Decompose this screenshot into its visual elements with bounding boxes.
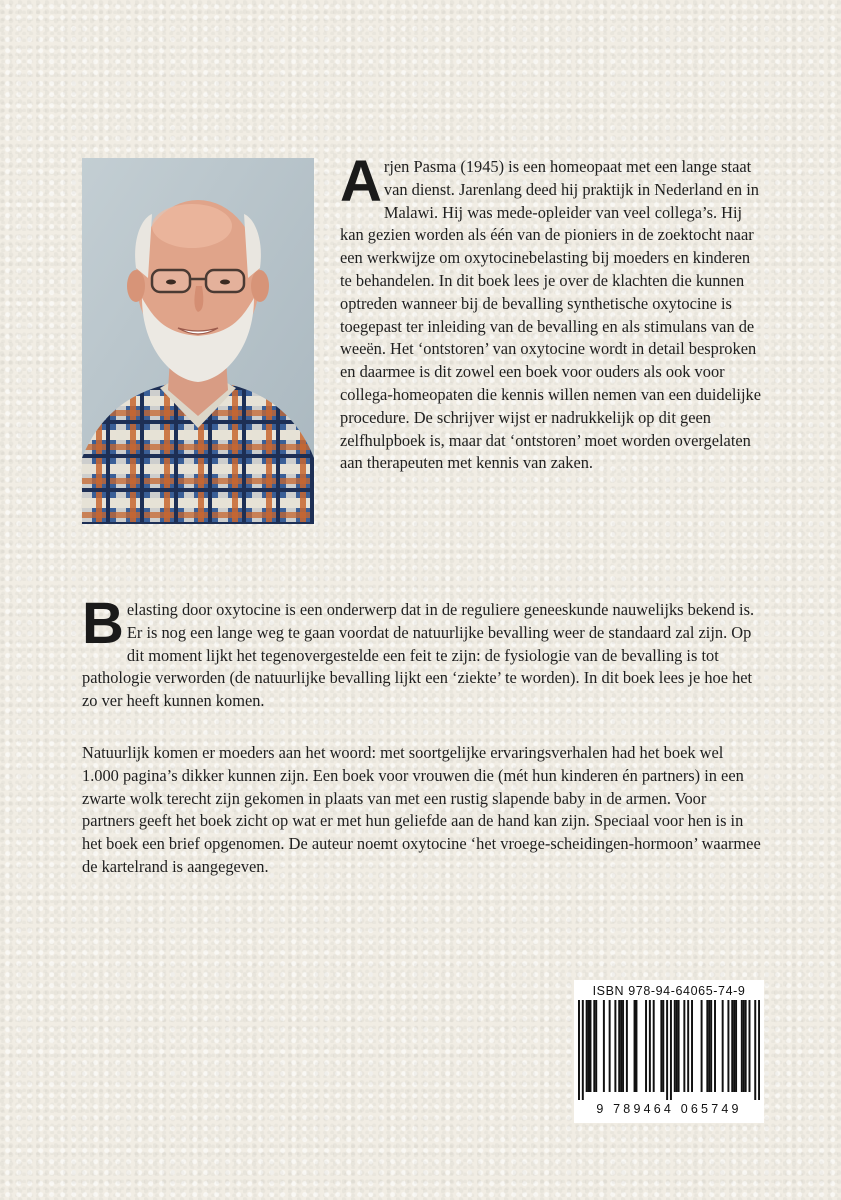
barcode-bar [588,1000,590,1092]
isbn-digits: 9 789464 065749 [596,1102,742,1116]
barcode-bar [749,1000,751,1092]
barcode-bar [666,1000,668,1100]
barcode-bar [614,1000,616,1092]
barcode-bar [674,1000,676,1092]
barcode-bar [741,1000,743,1092]
barcode-bar [620,1000,622,1092]
barcode-bars [578,1000,760,1100]
barcode-bar [626,1000,628,1092]
barcode-bar [589,1000,591,1092]
barcode-bar [595,1000,597,1092]
barcode-bar [635,1000,637,1092]
barcode-bar [727,1000,729,1092]
barcode-bar [731,1000,733,1092]
isbn-barcode [574,980,764,1123]
barcode-bar [754,1000,756,1100]
barcode-bar [678,1000,680,1092]
barcode-bar [714,1000,716,1092]
barcode-bar [691,1000,693,1092]
barcode-bar [634,1000,636,1092]
barcode-bar [578,1000,580,1100]
barcode-bar [733,1000,735,1092]
barcode-bar [687,1000,689,1092]
barcode-bar [603,1000,605,1092]
bio-text: rjen Pasma (1945) is een homeopaat met een lange staat van dienst. Jarenlang deed hij praktijk in Nederland en in Malawi. Hij was mede-opleider van veel collega’s. Hij kan gezien worden als één van de pioniers in de zoektocht naar een werkwijze om oxytocinebelasting bij moeders en kinderen te behandelen. In dit boek lees je over de klachten die kunnen optreden wanneer bij de bevalling synthetische oxytocine is toegepast ter inleiding van de bevalling en als stimulans van de weeën. Het ‘ontstoren’ van oxytocine wordt in detail besproken en daarmee is dit zowel een boek voor ouders als ook voor collega-homeopaten die kennis willen nemen van een duidelijke procedure. De schrijver wijst er nadrukkelijk op dit geen zelfhulpboek is, maar dat ‘ontstoren’ moet worden overgelaten aan therapeuten met kennis van zaken. [340,157,762,473]
barcode-bar [660,1000,662,1092]
barcode-bar [645,1000,647,1092]
barcode-bar [676,1000,678,1092]
barcode-bar [593,1000,595,1092]
barcode-bar [618,1000,620,1092]
bio-dropcap: A [340,149,382,214]
author-bio [340,149,764,475]
barcode-bar [670,1000,672,1100]
barcode-bar [708,1000,710,1092]
intro-dropcap: B [82,591,124,656]
barcode-bar [653,1000,655,1092]
barcode-bar [758,1000,760,1100]
barcode-bar [710,1000,712,1092]
barcode-bar [743,1000,745,1092]
intro-paragraph [82,591,762,713]
barcode-bar [582,1000,584,1100]
isbn-label: ISBN 978-94-64065-74-9 [592,984,746,998]
barcode-bar [609,1000,611,1092]
barcode-bar [745,1000,747,1092]
barcode-bar [586,1000,588,1092]
barcode-bar [683,1000,685,1092]
author-photo [82,158,314,524]
barcode-bar [722,1000,724,1092]
intro-text: elasting door oxytocine is een onderwerp dat in de reguliere geneeskunde nauwelijks bekend is. Er is nog een lange weg te gaan voordat de natuurlijke bevalling weer de standaard zal zijn. Op dit moment lijkt het tegenovergestelde een feit te zijn: de fysiologie van de bevalling is tot pathologie verworden (de natuurlijke bevalling lijkt een ‘ziekte’ te worden). In dit boek lees je hoe het zo ver heeft kunnen komen. [82,600,755,711]
barcode-bar [649,1000,651,1092]
barcode-bar [735,1000,737,1092]
barcode-bar [662,1000,664,1092]
closing-paragraph: Natuurlijk komen er moeders aan het woord: met soortgelijke ervaringsverhalen had het boek wel 1.000 pagina’s dikker kunnen zijn. Een boek voor vrouwen die (mét hun kinderen én partners) in een zwarte wolk terecht zijn gekomen in plaats van met een rustig slapende baby in de armen. Voor partners geeft het boek zicht op wat er met hun geliefde aan de hand kan zijn. Speciaal voor hen is in het boek een brief opgenomen. De auteur noemt oxytocine ‘het vroege-scheidingen-hormoon’ waarmee de kartelrand is aangegeven. [82,743,761,876]
barcode-bar [701,1000,703,1092]
barcode-bar [622,1000,624,1092]
barcode-bar [706,1000,708,1092]
